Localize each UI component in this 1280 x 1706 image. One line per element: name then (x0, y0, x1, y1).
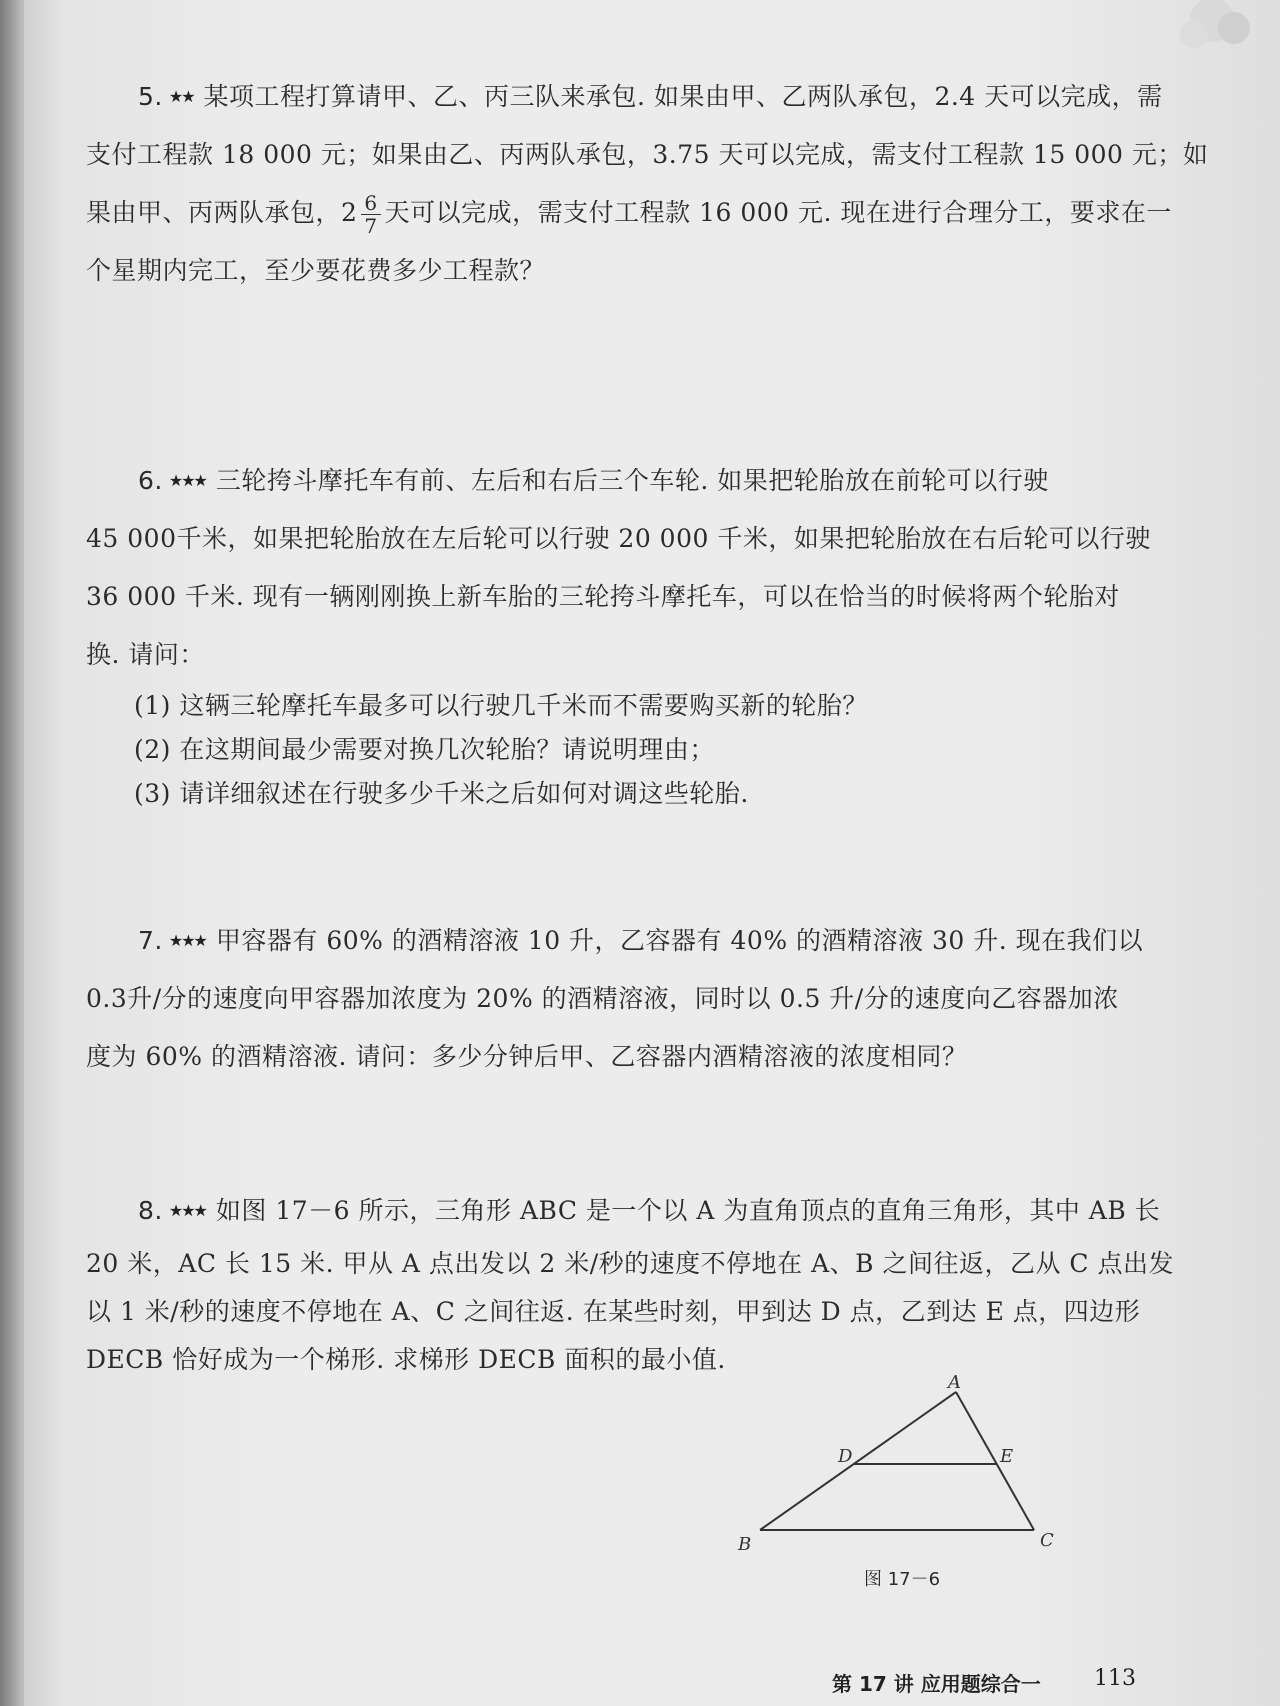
fraction-denominator: 7 (364, 214, 378, 238)
problem-text: 如图 17－6 所示，三角形 ABC 是一个以 A 为直角顶点的直角三角形，其中 AB 长 (215, 1196, 1161, 1225)
problem-7-line-3: 度为 60% 的酒精溶液. 请问：多少分钟后甲、乙容器内酒精溶液的浓度相同？ (86, 1042, 968, 1071)
fraction (361, 192, 380, 237)
problem-6 (86, 452, 1156, 816)
subquestion-3: (3) 请详细叙述在行驶多少千米之后如何对调这些轮胎. (134, 779, 749, 808)
problem-8-line-3: 以 1 米/秒的速度不停地在 A、C 之间往返. 在某些时刻，甲到达 D 点，乙到达 E 点，四边形 (86, 1297, 1141, 1326)
triangle-figure (734, 1370, 1074, 1590)
book-page (22, 0, 1280, 1706)
adjacent-page-edge (0, 0, 22, 1706)
difficulty-stars-icon: ★★★ (168, 1201, 206, 1220)
problem-5-line-1 (86, 68, 1163, 126)
problem-7-line-1 (86, 912, 1156, 970)
point-label-d: D (838, 1446, 853, 1467)
triangle-diagram (734, 1370, 1074, 1560)
problem-8-line-2: 20 米，AC 长 15 米. 甲从 A 点出发以 2 米/秒的速度不停地在 A、B 之间往返，乙从 C 点出发 (86, 1249, 1175, 1278)
problem-5-line-2: 支付工程款 18 000 元；如果由乙、丙两队承包，3.75 天可以完成，需支付工程款 15 000 元；如 (86, 140, 1209, 169)
problem-5-line-3: 果由甲、丙两队承包，2 $\frac{6}{7}$ 天可以完成，需支付工程款 16 000 元. 现在进行合理分工，要求在一 (86, 191, 1172, 238)
problem-8 (86, 1182, 1175, 1384)
problem-6-line-1 (86, 452, 1156, 510)
vertex-label-a: A (948, 1372, 961, 1393)
problem-number: 8. (138, 1196, 163, 1225)
problem-6-line-4: 换. 请问： (86, 640, 205, 669)
problem-5-line-4: 个星期内完工，至少要花费多少工程款？ (86, 256, 546, 285)
problem-8-line-1 (86, 1182, 1161, 1240)
subquestion-2: (2) 在这期间最少需要对换几次轮胎？请说明理由； (134, 735, 715, 764)
problem-number: 7. (138, 926, 163, 955)
problem-6-line-3: 36 000 千米. 现有一辆刚刚换上新车胎的三轮挎斗摩托车，可以在恰当的时候将两个轮胎对 (86, 582, 1120, 611)
side-ab (760, 1392, 956, 1530)
figure-caption: 图 17－6 (864, 1569, 941, 1590)
problem-5 (86, 68, 1209, 300)
page-footer (832, 1666, 1136, 1697)
point-label-e: E (1000, 1446, 1014, 1467)
problem-8-line-4: DECB 恰好成为一个梯形. 求梯形 DECB 面积的最小值. (86, 1345, 726, 1374)
problem-7-line-2: 0.3升/分的速度向甲容器加浓度为 20% 的酒精溶液，同时以 0.5 升/分的速度向乙容器加浓 (86, 984, 1119, 1013)
problem-text: 甲容器有 60% 的酒精溶液 10 升，乙容器有 40% 的酒精溶液 30 升. 现在我们以 (215, 926, 1144, 955)
difficulty-stars-icon: ★★ (168, 87, 194, 106)
vertex-label-c: C (1040, 1530, 1054, 1551)
problem-number: 6. (138, 466, 163, 495)
side-ac (956, 1392, 1034, 1530)
problem-7 (86, 912, 1156, 1086)
problem-6-line-2: 45 000千米，如果把轮胎放在左后轮可以行驶 20 000 千米，如果把轮胎放在右后轮可以行驶 (86, 524, 1151, 553)
page-number: 113 (1094, 1666, 1136, 1691)
vertex-label-b: B (738, 1534, 752, 1555)
mixed-number-whole: 2 (341, 198, 358, 227)
problem-number: 5. (138, 82, 163, 111)
difficulty-stars-icon: ★★★ (168, 471, 206, 490)
chapter-title: 第 17 讲 应用题综合一 (832, 1672, 1041, 1696)
problem-text: 某项工程打算请甲、乙、丙三队来承包. 如果由甲、乙两队承包，2.4 天可以完成，需 (203, 82, 1163, 111)
fraction-numerator: 6 (361, 192, 380, 215)
subquestion-1: (1) 这辆三轮摩托车最多可以行驶几千米而不需要购买新的轮胎？ (134, 691, 868, 720)
difficulty-stars-icon: ★★★ (168, 931, 206, 950)
flower-decoration-icon (1102, 0, 1262, 60)
problem-text: 三轮挎斗摩托车有前、左后和右后三个车轮. 如果把轮胎放在前轮可以行驶 (215, 466, 1049, 495)
